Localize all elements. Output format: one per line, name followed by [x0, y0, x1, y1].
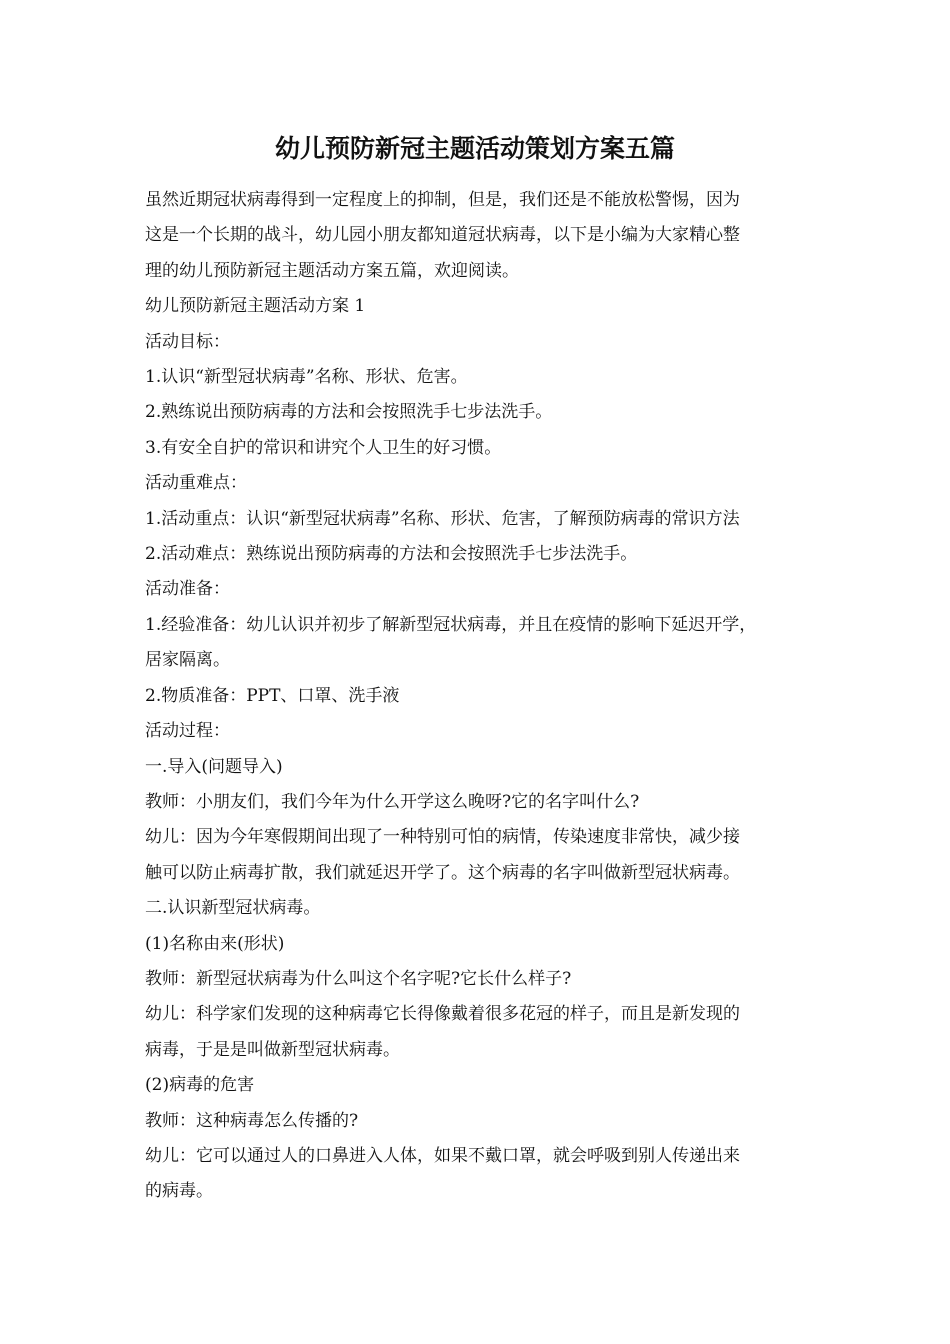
paragraph-line: 活动准备：	[145, 579, 230, 600]
paragraph-line: 理的幼儿预防新冠主题活动方案五篇，欢迎阅读。	[145, 260, 519, 281]
paragraph-line: 二.认识新型冠状病毒。	[145, 898, 321, 919]
paragraph-line: 1.认识“新型冠状病毒”名称、形状、危害。	[145, 367, 468, 388]
document-title: 幼儿预防新冠主题活动策划方案五篇	[274, 134, 675, 163]
paragraph-line: 活动重难点：	[145, 473, 247, 494]
paragraph-line: 教师：新型冠状病毒为什么叫这个名字呢?它长什么样子?	[145, 968, 572, 989]
paragraph-line: 教师：小朋友们，我们今年为什么开学这么晚呀?它的名字叫什么?	[145, 791, 640, 812]
paragraph-line: 1.经验准备：幼儿认识并初步了解新型冠状病毒，并且在疫情的影响下延迟开学，	[145, 614, 757, 635]
paragraph-line: 1.活动重点：认识“新型冠状病毒”名称、形状、危害，了解预防病毒的常识方法	[145, 508, 740, 529]
paragraph-line: (2)病毒的危害	[145, 1075, 255, 1096]
paragraph-line: 幼儿：科学家们发现的这种病毒它长得像戴着很多花冠的样子，而且是新发现的	[145, 1004, 740, 1025]
paragraph-line: 虽然近期冠状病毒得到一定程度上的抑制，但是，我们还是不能放松警惕，因为	[145, 190, 740, 210]
paragraph-line: 的病毒。	[145, 1181, 213, 1202]
paragraph-line: (1)名称由来(形状)	[145, 933, 285, 954]
paragraph-line: 触可以防止病毒扩散，我们就延迟开学了。这个病毒的名字叫做新型冠状病毒。	[145, 862, 740, 883]
paragraph-line: 一.导入(问题导入)	[145, 756, 283, 777]
paragraph-line: 幼儿：它可以通过人的口鼻进入人体，如果不戴口罩，就会呼吸到别人传递出来	[145, 1145, 740, 1166]
paragraph-line: 活动目标：	[145, 331, 230, 352]
section-heading: 幼儿预防新冠主题活动方案 1	[145, 296, 366, 317]
paragraph-line: 幼儿：因为今年寒假期间出现了一种特别可怕的病情，传染速度非常快，减少接	[145, 827, 740, 848]
paragraph-line: 病毒，于是是叫做新型冠状病毒。	[145, 1039, 400, 1060]
document-body	[145, 183, 810, 1210]
paragraph-line: 2.熟练说出预防病毒的方法和会按照洗手七步法洗手。	[145, 402, 553, 423]
paragraph-line: 3.有安全自护的常识和讲究个人卫生的好习惯。	[145, 437, 502, 458]
paragraph-line: 这是一个长期的战斗，幼儿园小朋友都知道冠状病毒，以下是小编为大家精心整	[145, 225, 740, 246]
paragraph-line: 教师：这种病毒怎么传播的?	[145, 1110, 359, 1131]
paragraph-line: 居家隔离。	[145, 650, 230, 671]
paragraph-line: 2.活动难点：熟练说出预防病毒的方法和会按照洗手七步法洗手。	[145, 544, 638, 565]
paragraph-line: 活动过程：	[145, 721, 230, 742]
paragraph-line: 2.物质准备：PPT、口罩、洗手液	[145, 685, 400, 706]
